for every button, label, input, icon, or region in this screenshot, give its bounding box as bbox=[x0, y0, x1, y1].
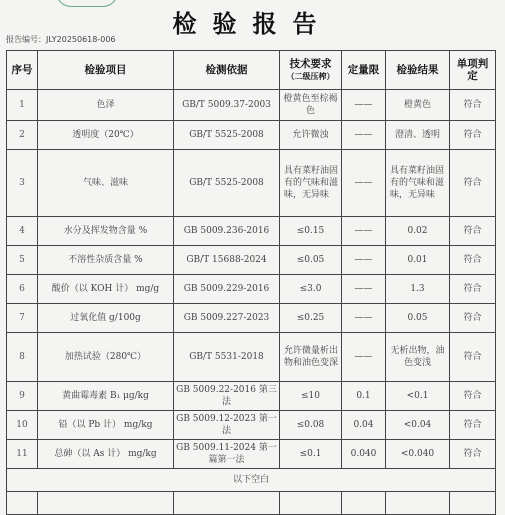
cell-requirement: ≤0.05 bbox=[280, 246, 342, 275]
cell-result: <0.040 bbox=[386, 440, 450, 469]
cell-method: GB/T 5531-2018 bbox=[174, 333, 280, 382]
empty-cell bbox=[38, 492, 174, 515]
cell-loq: —— bbox=[342, 304, 386, 333]
cell-item: 酸价（以 KOH 计） mg/g bbox=[38, 275, 174, 304]
cell-verdict: 符合 bbox=[450, 150, 496, 217]
inspection-table bbox=[6, 50, 496, 515]
header-no: 序号 bbox=[7, 51, 38, 90]
cell-method: GB 5009.22-2016 第三法 bbox=[174, 382, 280, 411]
table-row bbox=[7, 304, 496, 333]
cell-item: 不溶性杂质含量 % bbox=[38, 246, 174, 275]
cell-method: GB/T 5525-2008 bbox=[174, 121, 280, 150]
cell-method: GB 5009.12-2023 第一法 bbox=[174, 411, 280, 440]
page-title: 检验报告 bbox=[172, 9, 333, 38]
cell-item: 总砷（以 As 计） mg/kg bbox=[38, 440, 174, 469]
cell-no: 9 bbox=[7, 382, 38, 411]
cell-no: 4 bbox=[7, 217, 38, 246]
cell-requirement: ≤0.15 bbox=[280, 217, 342, 246]
table-row bbox=[7, 121, 496, 150]
cell-loq: 0.1 bbox=[342, 382, 386, 411]
cell-loq: —— bbox=[342, 246, 386, 275]
cell-method: GB 5009.229-2016 bbox=[174, 275, 280, 304]
cell-loq: 0.040 bbox=[342, 440, 386, 469]
cell-verdict: 符合 bbox=[450, 90, 496, 121]
cell-item: 水分及挥发物含量 % bbox=[38, 217, 174, 246]
cell-loq: —— bbox=[342, 333, 386, 382]
cell-verdict: 符合 bbox=[450, 440, 496, 469]
cell-no: 8 bbox=[7, 333, 38, 382]
table-row bbox=[7, 246, 496, 275]
header-requirement-label: 技术要求 bbox=[289, 58, 332, 70]
cell-method: GB 5009.236-2016 bbox=[174, 217, 280, 246]
empty-cell bbox=[280, 492, 342, 515]
cell-requirement: 具有菜籽油固有的气味和滋味，无异味 bbox=[280, 150, 342, 217]
table-row bbox=[7, 275, 496, 304]
cell-requirement: ≤0.1 bbox=[280, 440, 342, 469]
cell-result: 具有菜籽油固有的气味和滋味，无异味 bbox=[386, 150, 450, 217]
cell-loq: —— bbox=[342, 90, 386, 121]
cell-item: 加热试验（280℃） bbox=[38, 333, 174, 382]
cell-requirement: 允许微量析出物和油色变深 bbox=[280, 333, 342, 382]
cell-result: 1.3 bbox=[386, 275, 450, 304]
header-loq: 定量限 bbox=[342, 51, 386, 90]
table-row bbox=[7, 382, 496, 411]
cell-no: 1 bbox=[7, 90, 38, 121]
cell-requirement: 橙黄色至棕褐色 bbox=[280, 90, 342, 121]
cell-item: 气味、滋味 bbox=[38, 150, 174, 217]
cell-loq: —— bbox=[342, 217, 386, 246]
cell-verdict: 符合 bbox=[450, 121, 496, 150]
cell-verdict: 符合 bbox=[450, 304, 496, 333]
empty-cell bbox=[174, 492, 280, 515]
empty-cell bbox=[386, 492, 450, 515]
cell-loq: —— bbox=[342, 121, 386, 150]
cell-item: 色泽 bbox=[38, 90, 174, 121]
cell-requirement: ≤0.25 bbox=[280, 304, 342, 333]
cell-no: 5 bbox=[7, 246, 38, 275]
header-result: 检验结果 bbox=[386, 51, 450, 90]
cell-requirement: ≤10 bbox=[280, 382, 342, 411]
empty-cell bbox=[342, 492, 386, 515]
cell-no: 3 bbox=[7, 150, 38, 217]
cell-verdict: 符合 bbox=[450, 275, 496, 304]
header-method: 检测依据 bbox=[174, 51, 280, 90]
cell-result: 0.01 bbox=[386, 246, 450, 275]
cell-result: 无析出物，油色变浅 bbox=[386, 333, 450, 382]
cell-loq: —— bbox=[342, 150, 386, 217]
table-row bbox=[7, 333, 496, 382]
cell-result: 澄清、透明 bbox=[386, 121, 450, 150]
header-item: 检验项目 bbox=[38, 51, 174, 90]
cell-item: 过氧化值 g/100g bbox=[38, 304, 174, 333]
cell-item: 铅（以 Pb 计） mg/kg bbox=[38, 411, 174, 440]
cell-item: 透明度（20℃） bbox=[38, 121, 174, 150]
header-requirement-sub: （二级压榨） bbox=[286, 71, 335, 81]
cell-method: GB/T 5525-2008 bbox=[174, 150, 280, 217]
cell-method: GB 5009.11-2024 第一篇第一法 bbox=[174, 440, 280, 469]
table-row bbox=[7, 150, 496, 217]
table-row bbox=[7, 217, 496, 246]
cell-verdict: 符合 bbox=[450, 411, 496, 440]
header-verdict: 单项判定 bbox=[450, 51, 496, 90]
cell-result: 橙黄色 bbox=[386, 90, 450, 121]
cell-no: 10 bbox=[7, 411, 38, 440]
table-footer-row bbox=[7, 469, 496, 492]
table-empty-row bbox=[7, 492, 496, 515]
cell-no: 7 bbox=[7, 304, 38, 333]
cell-result: <0.04 bbox=[386, 411, 450, 440]
table-header-row bbox=[7, 51, 496, 90]
cell-no: 2 bbox=[7, 121, 38, 150]
cell-verdict: 符合 bbox=[450, 217, 496, 246]
cell-verdict: 符合 bbox=[450, 382, 496, 411]
cell-method: GB/T 5009.37-2003 bbox=[174, 90, 280, 121]
cell-verdict: 符合 bbox=[450, 333, 496, 382]
cell-requirement: ≤3.0 bbox=[280, 275, 342, 304]
cell-result: <0.1 bbox=[386, 382, 450, 411]
empty-cell bbox=[7, 492, 38, 515]
report-number: 报告编号：JLY20250618-006 bbox=[6, 35, 116, 44]
table-row bbox=[7, 411, 496, 440]
table-row bbox=[7, 90, 496, 121]
cell-verdict: 符合 bbox=[450, 246, 496, 275]
cell-loq: —— bbox=[342, 275, 386, 304]
cell-requirement: ≤0.08 bbox=[280, 411, 342, 440]
cell-result: 0.05 bbox=[386, 304, 450, 333]
header-requirement bbox=[280, 51, 342, 90]
empty-cell bbox=[450, 492, 496, 515]
cell-method: GB/T 15688-2024 bbox=[174, 246, 280, 275]
cell-method: GB 5009.227-2023 bbox=[174, 304, 280, 333]
blank-below-note: 以下空白 bbox=[7, 469, 496, 492]
cell-requirement: 允许微浊 bbox=[280, 121, 342, 150]
cell-result: 0.02 bbox=[386, 217, 450, 246]
cell-no: 11 bbox=[7, 440, 38, 469]
cell-item: 黄曲霉毒素 B₁ μg/kg bbox=[38, 382, 174, 411]
cell-no: 6 bbox=[7, 275, 38, 304]
table-row bbox=[7, 440, 496, 469]
cell-loq: 0.04 bbox=[342, 411, 386, 440]
